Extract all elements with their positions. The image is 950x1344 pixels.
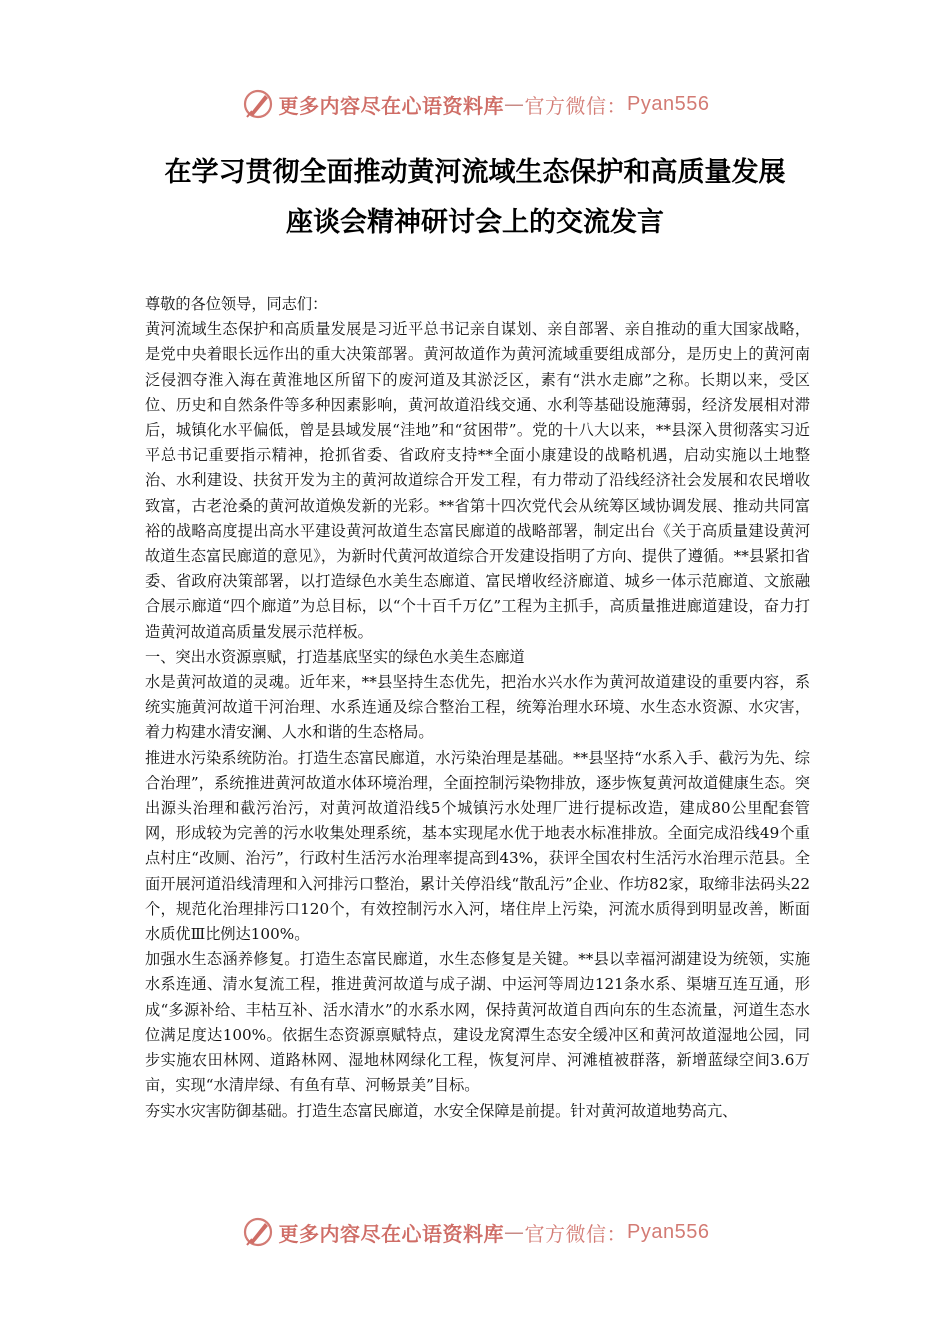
salutation: 尊敬的各位领导，同志们： — [145, 295, 328, 313]
wechat-id: Pyan556 — [627, 92, 710, 115]
wechat-label: 官方微信： — [524, 93, 628, 118]
document-title — [0, 148, 950, 248]
title-line-1: 在学习贯彻全面推动黄河流域生态保护和高质量发展 — [164, 157, 786, 188]
quill-pen-logo-icon — [241, 1215, 275, 1249]
quill-pen-logo-icon — [241, 87, 275, 121]
document-body — [145, 292, 810, 1124]
paragraph-water-soul: 水是黄河故道的灵魂。近年来，**县坚持生态优先，把治水兴水作为黄河故道建设的重要内容，系统实施黄河故道干河治理、水系连通及综合整治工程，统筹治理水环境、水生态水资源、水灾害，着力构建水清安澜、人水和谐的生态格局。 — [145, 673, 810, 742]
banner-separator: — — [504, 1220, 525, 1244]
brand-text: 更多内容尽在心语资料库 — [278, 1221, 505, 1246]
paragraph-intro: 黄河流域生态保护和高质量发展是习近平总书记亲自谋划、亲自部署、亲自推动的重大国家战略，是党中央着眼长远作出的重大决策部署。黄河故道作为黄河流域重要组成部分，是历史上的黄河南泛侵泗夺淮入海在黄淮地区所留下的废河道及其淤泛区，素有“洪水走廊”之称。长期以来，受区位、历史和自然条件等多种因素影响，黄河故道沿线交通、水利等基础设施薄弱，经济发展相对滞后，城镇化水平偏低，曾是县域发展“洼地”和“贫困带”。党的十八大以来，**县深入贯彻落实习近平总书记重要指示精神，抢抓省委、省政府支持**全面小康建设的战略机遇，启动实施以土地整治、水利建设、扶贫开发为主的黄河故道综合开发工程，有力带动了沿线经济社会发展和农民增收致富，古老沧桑的黄河故道焕发新的光彩。**省第十四次党代会从统筹区域协调发展、推动共同富裕的战略高度提出高水平建设黄河故道生态富民廊道的战略部署，制定出台《关于高质量建设黄河故道生态富民廊道的意见》，为新时代黄河故道综合开发建设指明了方向、提供了遵循。**县紧扣省委、省政府决策部署，以打造绿色水美生态廊道、富民增收经济廊道、城乡一体示范廊道、文旅融合展示廊道“四个廊道”为总目标，以“个十百千万亿”工程为主抓手，高质量推进廊道建设，奋力打造黄河故道高质量发展示范样板。 — [145, 320, 810, 641]
title-line-2: 座谈会精神研讨会上的交流发言 — [286, 207, 664, 238]
banner-separator: — — [504, 92, 525, 116]
section-heading-1: 一、突出水资源禀赋，打造基底坚实的绿色水美生态廊道 — [145, 647, 525, 666]
paragraph-disaster-defense: 夯实水灾害防御基础。打造生态富民廊道，水安全保障是前提。针对黄河故道地势高亢、 — [145, 1101, 738, 1120]
wechat-label: 官方微信： — [524, 1221, 628, 1246]
footer-watermark-banner — [0, 1212, 950, 1252]
brand-text: 更多内容尽在心语资料库 — [278, 93, 505, 118]
paragraph-ecology-restoration: 加强水生态涵养修复。打造生态富民廊道，水生态修复是关键。**县以幸福河湖建设为统领，实施水系连通、清水复流工程，推进黄河故道与成子湖、中运河等周边121条水系、渠塘互连互通，形成“多源补给、丰枯互补、活水清水”的水系水网，保持黄河故道自西向东的生态流量，河道生态水位满足度达100%。依据生态资源禀赋特点，建设龙窝潭生态安全缓冲区和黄河故道湿地公园，同步实施农田林网、道路林网、湿地林网绿化工程，恢复河岸、河滩植被群落，新增蓝绿空间3.6万亩，实现“水清岸绿、有鱼有草、河畅景美”目标。 — [145, 950, 810, 1095]
paragraph-pollution-control: 推进水污染系统防治。打造生态富民廊道，水污染治理是基础。**县坚持“水系入手、截污为先、综合治理”，系统推进黄河故道水体环境治理，全面控制污染物排放，逐步恢复黄河故道健康生态。突出源头治理和截污治污，对黄河故道沿线5个城镇污水处理厂进行提标改造，建成80公里配套管网，形成较为完善的污水收集处理系统，基本实现尾水优于地表水标准排放。全面完成沿线49个重点村庄“改厕、治污”，行政村生活污水治理率提高到43%，获评全国农村生活污水治理示范县。全面开展河道沿线清理和入河排污口整治，累计关停沿线“散乱污”企业、作坊82家，取缔非法码头22个，规范化治理排污口120个，有效控制污水入河，堵住岸上污染，河流水质得到明显改善，断面水质优Ⅲ比例达100%。 — [145, 748, 810, 944]
header-watermark-banner — [0, 84, 950, 124]
wechat-id: Pyan556 — [627, 1220, 710, 1243]
